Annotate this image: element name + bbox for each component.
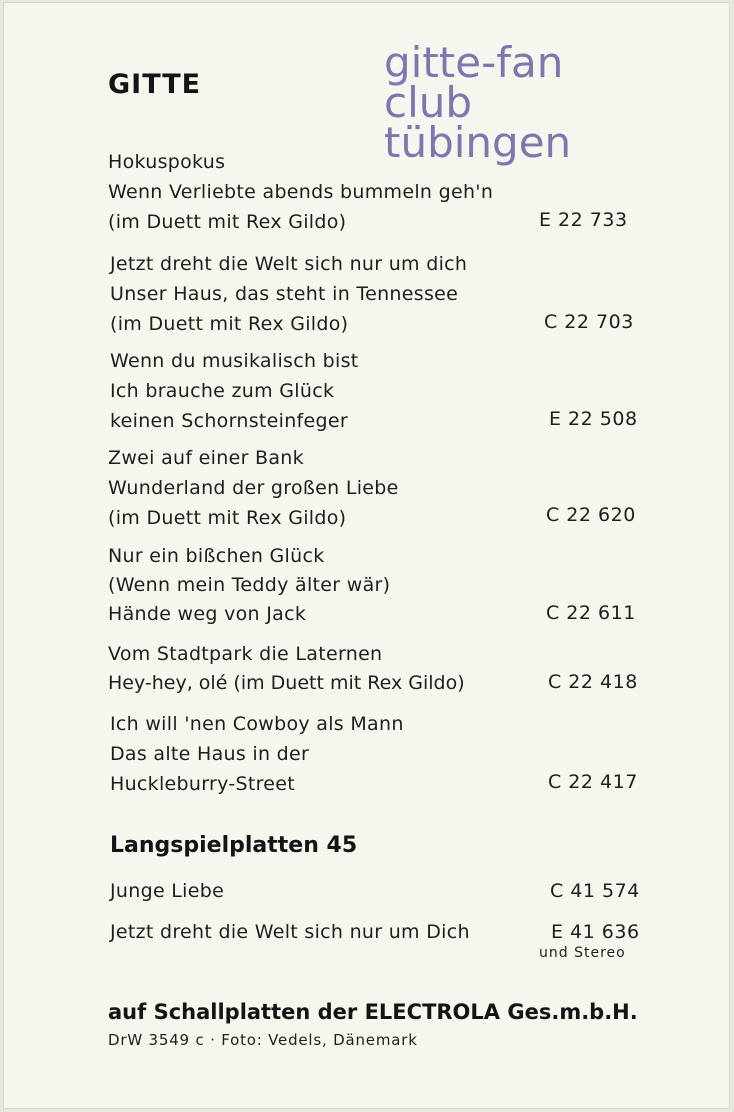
catalog-number: C 41 574: [550, 880, 640, 902]
stereo-note: und Stereo: [539, 945, 626, 961]
autograph-card: [3, 2, 730, 1109]
label-footer: auf Schallplatten der ELECTROLA Ges.m.b.H.: [108, 1000, 638, 1024]
song-line: Zwei auf einer Bank: [108, 447, 304, 469]
lp-title: Junge Liebe: [110, 880, 225, 902]
artist-title: GITTE: [108, 69, 202, 100]
fan-club-stamp: [384, 38, 572, 167]
song-line: Ich brauche zum Glück: [110, 380, 335, 402]
catalog-number: E 22 733: [539, 209, 628, 231]
song-line: Nur ein bißchen Glück: [108, 545, 325, 567]
photo-credit: DrW 3549 c · Foto: Vedels, Dänemark: [108, 1031, 418, 1049]
song-line: Wenn Verliebte abends bummeln geh'n: [108, 181, 494, 203]
song-line: Hände weg von Jack: [108, 603, 307, 625]
song-line: Wunderland der großen Liebe: [108, 477, 399, 499]
catalog-number: E 41 636: [551, 921, 640, 943]
song-line: Hey-hey, olé (im Duett mit Rex Gildo): [108, 672, 465, 694]
song-line: (Wenn mein Teddy älter wär): [108, 574, 391, 596]
song-line: Jetzt dreht die Welt sich nur um dich: [110, 253, 468, 275]
song-line: Ich will 'nen Cowboy als Mann: [110, 713, 404, 735]
song-line: (im Duett mit Rex Gildo): [108, 211, 347, 233]
stamp-line: tübingen: [384, 118, 572, 167]
catalog-number: C 22 620: [546, 504, 636, 526]
catalog-number: C 22 418: [548, 671, 638, 693]
song-line: Hokuspokus: [108, 151, 226, 173]
stamp-line: club: [384, 78, 473, 127]
catalog-number: C 22 417: [548, 771, 638, 793]
song-line: Wenn du musikalisch bist: [110, 350, 359, 372]
song-line: (im Duett mit Rex Gildo): [108, 507, 347, 529]
song-line: (im Duett mit Rex Gildo): [110, 313, 349, 335]
catalog-number: E 22 508: [549, 408, 638, 430]
song-line: Unser Haus, das steht in Tennessee: [110, 283, 459, 305]
song-line: Huckleburry-Street: [110, 773, 296, 795]
stamp-line: gitte-fan: [384, 38, 564, 87]
lp-heading: Langspielplatten 45: [110, 833, 358, 858]
song-line: Das alte Haus in der: [110, 743, 310, 765]
lp-title: Jetzt dreht die Welt sich nur um Dich: [110, 921, 470, 943]
catalog-number: C 22 703: [544, 311, 634, 333]
catalog-number: C 22 611: [546, 602, 636, 624]
song-line: Vom Stadtpark die Laternen: [108, 643, 383, 665]
song-line: keinen Schornsteinfeger: [110, 410, 348, 432]
